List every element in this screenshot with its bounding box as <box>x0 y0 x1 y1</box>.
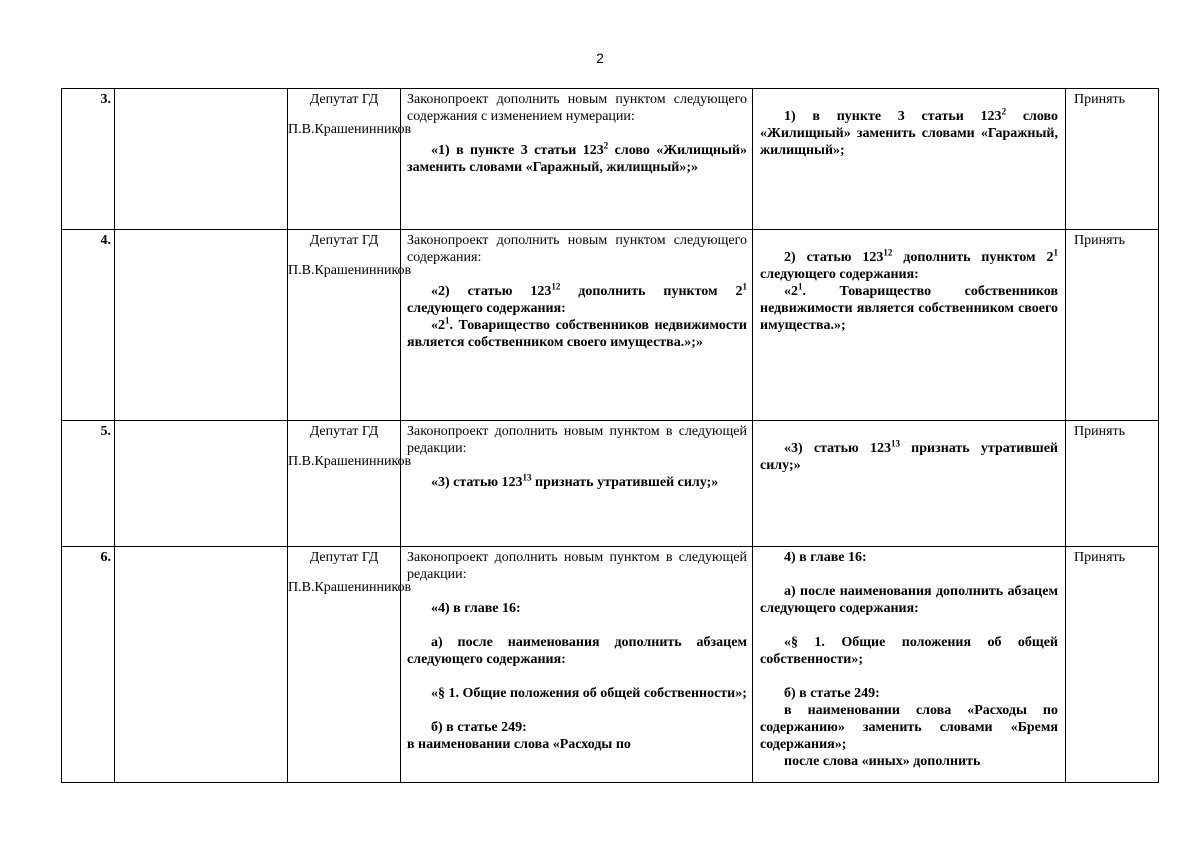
amendment-text-cell <box>401 230 753 421</box>
proposed-paragraph: «§ 1. Общие положения об общей собственности»; <box>760 635 1058 667</box>
table-row <box>62 547 1159 783</box>
proposed-text-cell <box>753 89 1066 230</box>
table-row <box>62 230 1159 421</box>
proposed-paragraph: в наименовании слова «Расходы по содержанию» заменить словами «Бремя содержания»; <box>760 703 1058 752</box>
author-cell <box>288 421 412 547</box>
row-number-cell <box>62 230 115 421</box>
row-number: 5. <box>100 424 111 439</box>
row-number-cell <box>62 547 115 783</box>
amendment-paragraph: «4) в главе 16: <box>431 601 521 616</box>
table-row <box>62 421 1159 547</box>
amendment-intro: Законопроект дополнить новым пунктом в следующей редакции: <box>407 550 747 582</box>
author-name: П.В.Крашенинников <box>288 263 412 278</box>
author-title: Депутат ГД <box>309 92 379 107</box>
amendment-paragraph: в наименовании слова «Расходы по <box>407 737 631 752</box>
amendment-quote-2: «$2^1$. Товарищество собственников недвижимости является собственником своего имущества.»;» <box>407 315 747 350</box>
author-title: Депутат ГД <box>309 424 379 439</box>
empty-cell <box>115 89 288 230</box>
decision: Принять <box>1074 550 1126 565</box>
empty-cell <box>115 421 288 547</box>
amendment-text-cell <box>401 547 753 783</box>
author-title: Депутат ГД <box>309 233 379 248</box>
proposed-paragraph: после слова «иных» дополнить <box>784 754 981 769</box>
decision: Принять <box>1074 424 1126 439</box>
decision-cell <box>1066 89 1159 230</box>
proposed-text-cell <box>753 547 1066 783</box>
author-name: П.В.Крашенинников <box>288 454 412 469</box>
author-cell <box>288 547 412 783</box>
amendment-intro: Законопроект дополнить новым пунктом в следующей редакции: <box>407 424 747 456</box>
decision-cell <box>1066 230 1159 421</box>
empty-cell <box>115 547 288 783</box>
amendment-intro: Законопроект дополнить новым пунктом следующего содержания с изменением нумерации: <box>407 92 747 124</box>
author-title: Депутат ГД <box>309 550 379 565</box>
amendment-quote: «3) статью $123^{13}$ признать утратившей силу;» <box>431 472 719 490</box>
proposed-text-2: «$2^1$. Товарищество собственников недвижимости является собственником своего имущества.»; <box>760 281 1058 333</box>
amendment-text-cell <box>401 421 753 547</box>
amendment-paragraph: а) после наименования дополнить абзацем следующего содержания: <box>407 635 747 667</box>
decision: Принять <box>1074 233 1126 248</box>
proposed-text-cell <box>753 421 1066 547</box>
row-number-cell <box>62 89 115 230</box>
amendments-table <box>61 88 1159 783</box>
row-number: 3. <box>100 92 111 107</box>
amendment-quote: «1) в пункте 3 статьи $123^2$ слово «Жилищный» заменить словами «Гаражный, жилищный»;» <box>407 140 747 175</box>
proposed-paragraph: б) в статье 249: <box>784 686 880 701</box>
empty-cell <box>115 230 288 421</box>
table-row <box>62 89 1159 230</box>
row-number: 4. <box>100 233 111 248</box>
proposed-text: 2) статью $123^{12}$ дополнить пунктом $2^1$ следующего содержания: <box>760 247 1058 282</box>
amendment-quote: «2) статью $123^{12}$ дополнить пунктом $2^1$ следующего содержания: <box>407 281 747 316</box>
author-cell <box>288 89 412 230</box>
row-number-cell <box>62 421 115 547</box>
amendment-paragraph: б) в статье 249: <box>431 720 527 735</box>
author-name: П.В.Крашенинников <box>288 580 412 595</box>
proposed-paragraph: а) после наименования дополнить абзацем следующего содержания: <box>760 584 1058 616</box>
proposed-text-cell <box>753 230 1066 421</box>
author-cell <box>288 230 412 421</box>
amendment-intro: Законопроект дополнить новым пунктом следующего содержания: <box>407 233 747 265</box>
author-name: П.В.Крашенинников <box>288 122 412 137</box>
decision-cell <box>1066 547 1159 783</box>
proposed-text: 1) в пункте 3 статьи $123^2$ слово «Жилищный» заменить словами «Гаражный, жилищный»; <box>760 106 1059 158</box>
decision-cell <box>1066 421 1159 547</box>
decision: Принять <box>1074 92 1126 107</box>
amendment-text-cell <box>401 89 753 230</box>
page-number: 2 <box>596 50 604 66</box>
amendment-paragraph: «§ 1. Общие положения об общей собственности»; <box>431 686 747 701</box>
proposed-text: «3) статью $123^{13}$ признать утратившей силу;» <box>760 438 1058 473</box>
proposed-paragraph: 4) в главе 16: <box>784 550 867 565</box>
row-number: 6. <box>100 550 111 565</box>
